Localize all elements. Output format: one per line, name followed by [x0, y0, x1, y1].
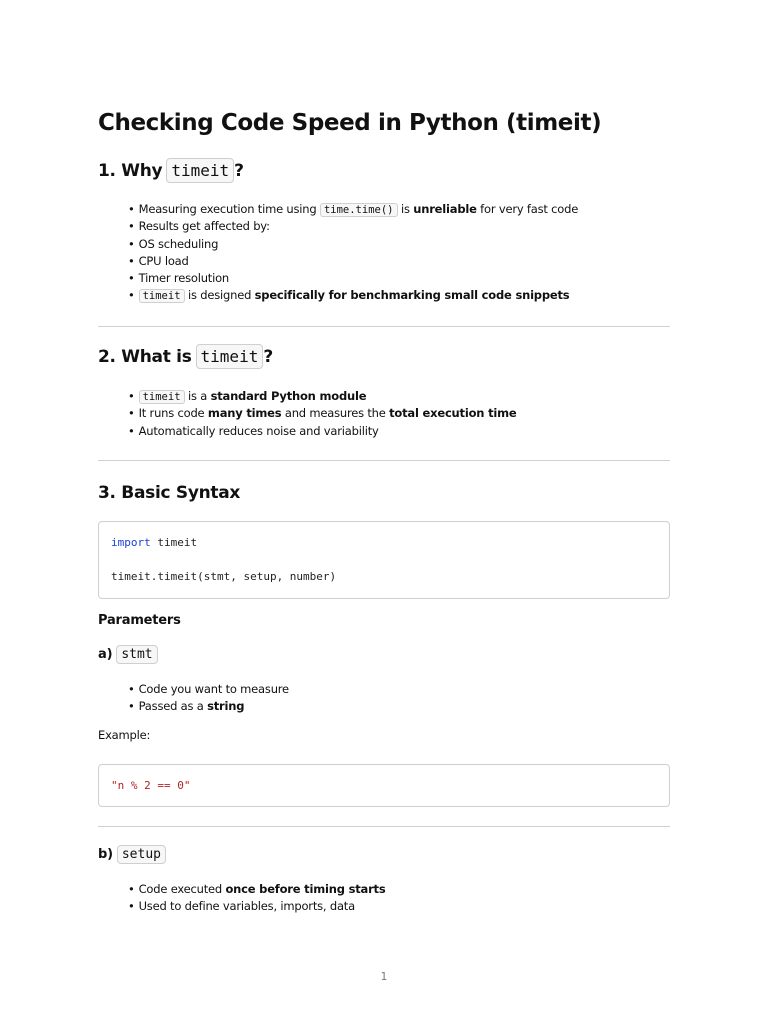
bold-text: many times — [207, 406, 282, 421]
list-item — [128, 270, 578, 287]
list-item — [128, 201, 578, 218]
list-item — [128, 287, 578, 304]
list-item — [128, 236, 578, 253]
list-item — [128, 881, 386, 898]
list-text: is — [400, 202, 410, 216]
heading-code: stmt — [116, 645, 157, 664]
heading-suffix: ? — [263, 346, 273, 367]
list-text: is designed — [188, 288, 252, 303]
inline-code: time.time() — [320, 203, 398, 217]
bullet-mark: • — [128, 423, 135, 438]
heading-text: 3. Basic Syntax — [98, 483, 241, 503]
heading-code: timeit — [166, 158, 234, 183]
code-keyword: import — [111, 536, 151, 549]
list-text: Code executed — [138, 882, 222, 896]
param-label: a) — [98, 647, 113, 662]
list-item — [128, 388, 517, 405]
bullet-mark: • — [128, 882, 135, 896]
list-text: Passed as a — [138, 699, 204, 714]
list-item — [128, 698, 289, 715]
bold-text: unreliable — [413, 202, 477, 216]
example-code-block — [98, 764, 670, 807]
list-text: CPU load — [138, 253, 189, 268]
list-text: and measures the — [284, 406, 386, 421]
list-text: Timer resolution — [138, 271, 230, 286]
heading-code: timeit — [196, 344, 264, 369]
example-label: Example: — [98, 728, 151, 742]
list-text: Automatically reduces noise and variability — [138, 423, 379, 438]
list-text: Used to define variables, imports, data — [138, 899, 355, 914]
section-divider — [98, 326, 670, 327]
bullet-mark: • — [128, 202, 135, 216]
code-text: timeit — [150, 536, 198, 549]
why-bullet-list — [128, 201, 578, 305]
list-text: for very fast code — [480, 202, 579, 216]
list-item — [128, 681, 289, 698]
list-text: It runs code — [138, 406, 205, 421]
param-a-heading — [98, 645, 158, 664]
bullet-mark: • — [128, 406, 135, 421]
code-string: "n % 2 == 0" — [111, 779, 191, 792]
code-line: timeit.timeit(stmt, setup, number) — [111, 570, 337, 583]
list-text: Measuring execution time using — [138, 202, 317, 216]
section-what-heading — [98, 344, 273, 369]
bold-text: total execution time — [389, 406, 517, 421]
heading-code: setup — [117, 845, 166, 864]
bullet-mark: • — [128, 389, 135, 403]
bold-text: standard Python module — [210, 389, 367, 403]
bullet-mark: • — [128, 699, 135, 714]
list-item — [128, 218, 578, 235]
bullet-mark: • — [128, 288, 135, 303]
section-divider — [98, 826, 670, 827]
bullet-mark: • — [128, 899, 135, 914]
param-a-bullet-list — [128, 681, 289, 716]
list-item — [128, 253, 578, 270]
bullet-mark: • — [128, 682, 135, 696]
list-item — [128, 898, 386, 915]
bullet-mark: • — [128, 236, 135, 251]
list-text: OS scheduling — [138, 236, 219, 251]
list-item — [128, 423, 517, 440]
inline-code: timeit — [139, 289, 185, 303]
list-item — [128, 405, 517, 422]
syntax-code-block — [98, 521, 670, 599]
page-title: Checking Code Speed in Python (timeit) — [98, 110, 602, 136]
heading-suffix: ? — [234, 160, 244, 181]
section-why-heading — [98, 158, 244, 183]
heading-text: 2. What is — [98, 346, 192, 367]
section-syntax-heading — [98, 483, 240, 503]
bullet-mark: • — [128, 253, 135, 268]
what-bullet-list — [128, 388, 517, 440]
list-text: is a — [188, 389, 208, 403]
heading-text: 1. Why — [98, 160, 163, 181]
list-text: Results get affected by: — [138, 219, 270, 234]
page-number: 1 — [380, 971, 388, 983]
bullet-mark: • — [128, 219, 135, 234]
parameters-heading: Parameters — [98, 613, 181, 628]
param-b-bullet-list — [128, 881, 386, 916]
bullet-mark: • — [128, 271, 135, 286]
bold-text: string — [207, 699, 245, 714]
param-label: b) — [98, 847, 113, 862]
bold-text: once before timing starts — [225, 882, 386, 896]
list-text: Code you want to measure — [138, 682, 289, 696]
section-divider — [98, 460, 670, 461]
code-line — [111, 536, 197, 549]
inline-code: timeit — [139, 390, 185, 404]
param-b-heading — [98, 845, 166, 864]
bold-text: specifically for benchmarking small code snippets — [254, 288, 570, 303]
